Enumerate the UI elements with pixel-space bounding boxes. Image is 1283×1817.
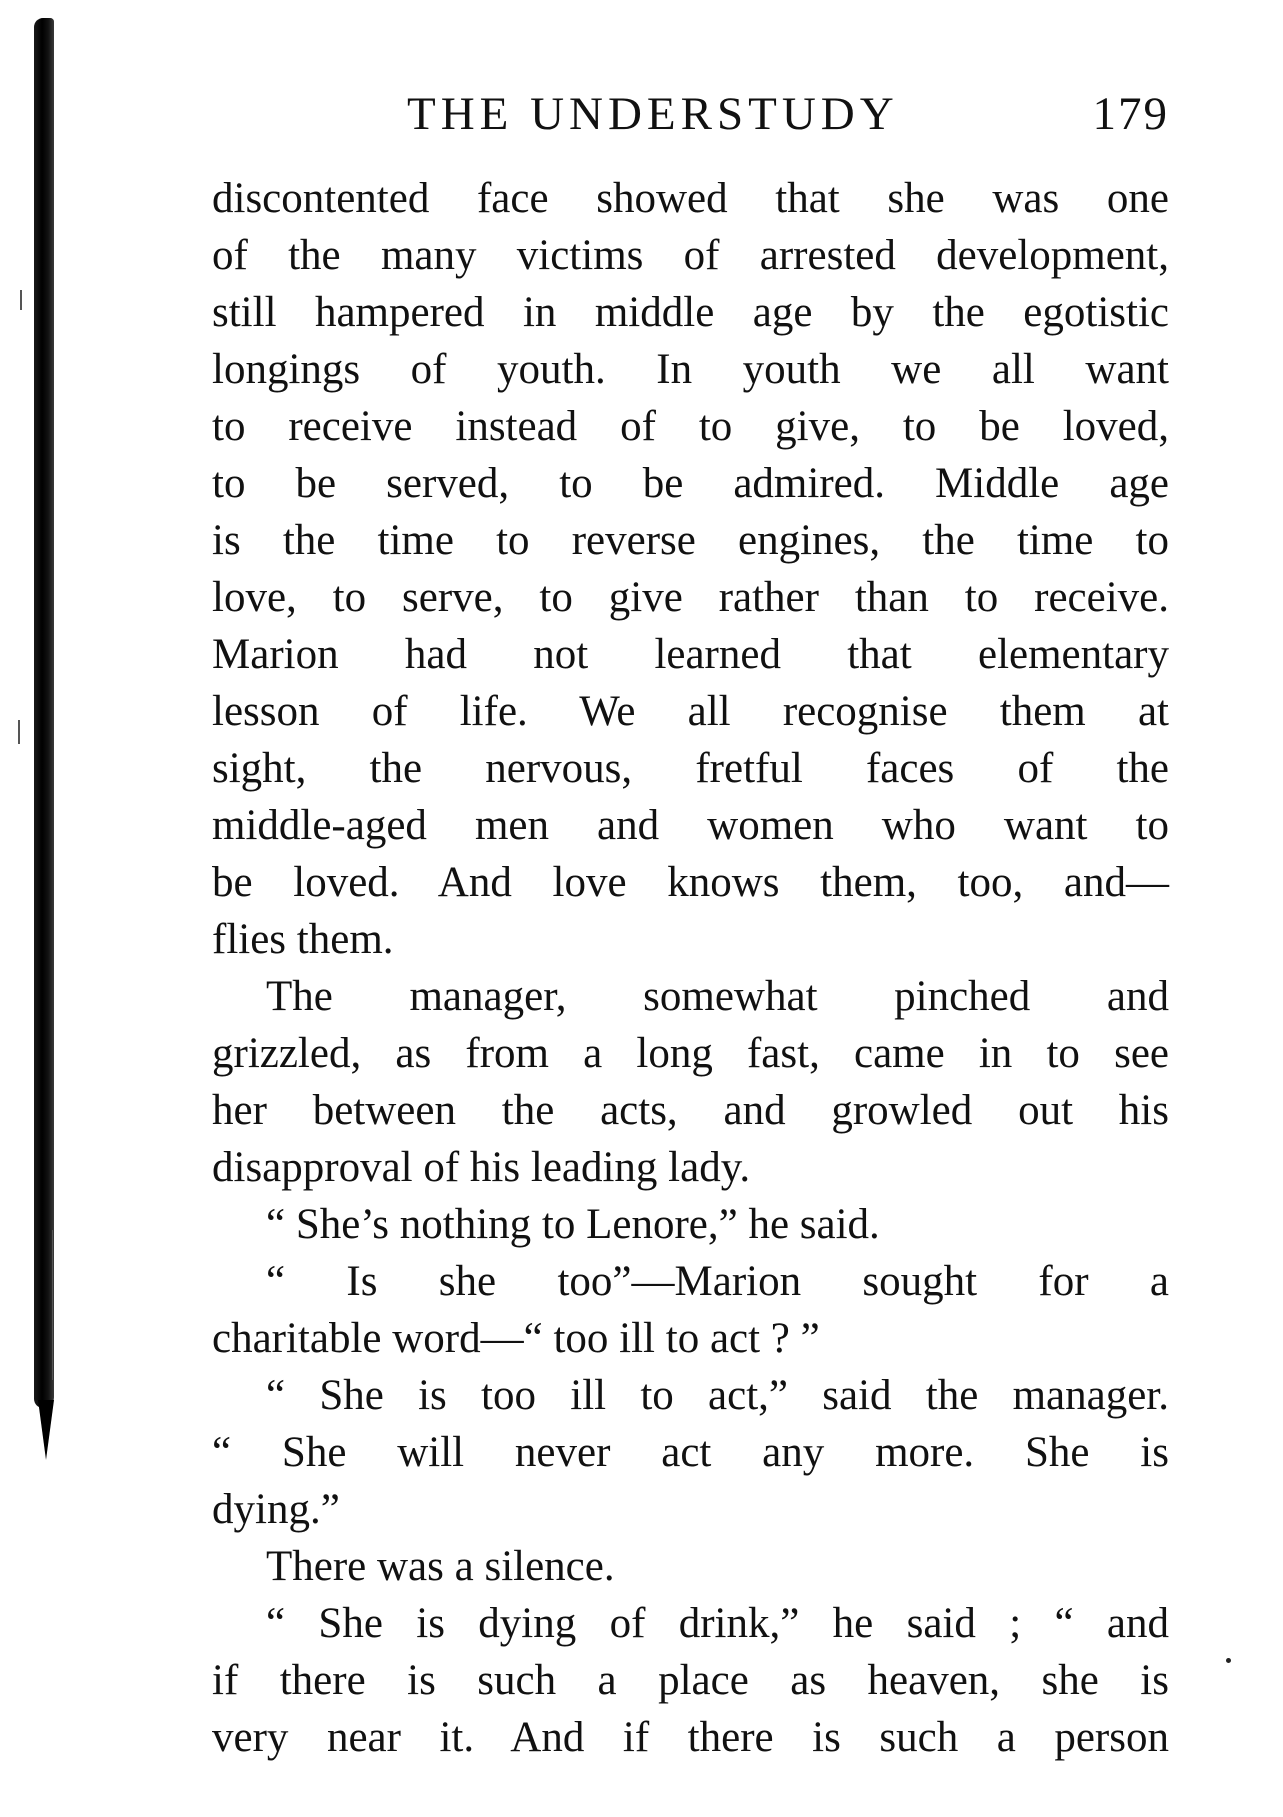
text-line: if there is such a place as heaven, she is [212,1657,1169,1704]
text-line: disapproval of his leading lady. [212,1144,751,1191]
text-line: love, to serve, to give rather than to receive. [212,574,1169,621]
binding-edge-taper [38,1400,54,1460]
text-line: grizzled, as from a long fast, came in to see [212,1030,1169,1077]
text-line: her between the acts, and growled out his [212,1087,1169,1134]
text-line: to be served, to be admired. Middle age [212,460,1169,507]
text-line: sight, the nervous, fretful faces of the [212,745,1169,792]
scan-fleck [20,290,22,310]
text-line: flies them. [212,916,394,963]
body-text [212,170,1169,1766]
running-title: THE UNDERSTUDY [407,88,899,140]
text-line: dying.” [212,1486,340,1533]
scan-speck [1226,1658,1231,1663]
text-line: The manager, somewhat pinched and [266,973,1169,1020]
text-line: still hampered in middle age by the egotistic [212,289,1169,336]
text-line: “ She is dying of drink,” he said ; “ and [266,1600,1169,1647]
text-line: charitable word—“ too ill to act ? ” [212,1315,820,1362]
text-line: be loved. And love knows them, too, and— [212,859,1169,906]
scan-fleck [52,1230,53,1380]
text-line: Marion had not learned that elementary [212,631,1169,678]
text-line: longings of youth. In youth we all want [212,346,1169,393]
text-line: “ She’s nothing to Lenore,” he said. [266,1201,880,1248]
text-line: very near it. And if there is such a person [212,1714,1169,1761]
page-number: 179 [1092,88,1169,140]
text-line: to receive instead of to give, to be loved, [212,403,1169,450]
text-line: “ She will never act any more. She is [212,1429,1169,1476]
text-line: is the time to reverse engines, the time to [212,517,1169,564]
text-line: lesson of life. We all recognise them at [212,688,1169,735]
text-line: There was a silence. [266,1543,615,1590]
text-line: discontented face showed that she was one [212,175,1169,222]
text-line: of the many victims of arrested development, [212,232,1169,279]
text-line: middle-aged men and women who want to [212,802,1169,849]
binding-edge [34,18,54,1408]
text-line: “ She is too ill to act,” said the manager. [266,1372,1169,1419]
scan-fleck [18,720,20,744]
text-line: “ Is she too”—Marion sought for a [266,1258,1169,1305]
running-head [212,84,1169,144]
